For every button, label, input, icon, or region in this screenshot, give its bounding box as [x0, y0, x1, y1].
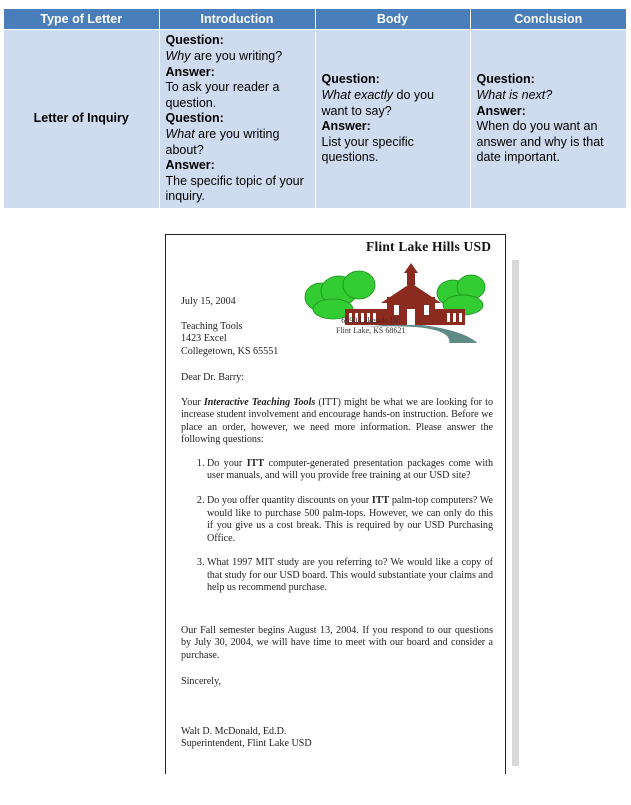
signer-title: Superintendent, Flint Lake USD — [181, 738, 312, 750]
recipient-line-2: 1423 Excel — [181, 333, 227, 345]
letter-structure-table — [4, 9, 626, 208]
intro-answer-2: The specific topic of your inquiry. — [165, 173, 304, 204]
intro-question-1: Why are you writing? — [165, 49, 283, 64]
intro-question-label: Question: — [165, 33, 224, 48]
header-body: Body — [315, 9, 470, 30]
conclusion-question-label: Question: — [476, 72, 535, 87]
table-header-row — [4, 9, 626, 30]
cell-conclusion — [470, 30, 626, 208]
recipient-address — [181, 321, 493, 358]
conclusion-question: What is next? — [476, 88, 553, 103]
salutation: Dear Dr. Barry: — [181, 372, 245, 383]
intro-answer-1: To ask your reader a question. — [165, 80, 280, 110]
body-question-label: Question: — [321, 72, 380, 87]
sample-letter — [165, 234, 506, 774]
letterhead-org-name: Flint Lake Hills USD — [366, 239, 492, 254]
recipient-line-1: Teaching Tools — [181, 321, 243, 332]
closing-paragraph: Our Fall semester begins August 13, 2004. If you respond to our questions by July 30, 2004, we will have time to meet with our board and consider a purchase. — [181, 625, 493, 661]
intro-answer-label-2: Answer: — [165, 158, 215, 173]
signer-name: Walt D. McDonald, Ed.D. — [181, 726, 287, 737]
header-introduction: Introduction — [159, 9, 315, 30]
letter-date: July 15, 2004 — [181, 296, 236, 307]
body-answer: List your specific questions. — [321, 134, 414, 165]
conclusion-answer-label: Answer: — [476, 103, 526, 118]
complimentary-close: Sincerely, — [181, 676, 221, 687]
cell-body — [315, 30, 470, 208]
letter-shadow — [512, 260, 519, 766]
intro-question-label-2: Question: — [165, 111, 224, 126]
letterhead-address-line-1: 6590 Lakeside Dr. — [341, 316, 401, 325]
body-answer-label: Answer: — [321, 119, 371, 134]
body-question: What exactly do you want to say? — [321, 88, 435, 118]
question-list — [181, 458, 493, 607]
signature-block — [181, 726, 493, 751]
intro-question-2: What are you writing about? — [165, 127, 280, 157]
intro-paragraph: Your Interactive Teaching Tools (ITT) might be what we are looking for to increase student involvement and encourage hands-on instruction. Before we place an order, however, we need more information. Please answer the following questions: — [181, 397, 493, 446]
table-row — [4, 30, 626, 208]
letterhead-address-line-2: Flint Lake, KS 68621 — [336, 326, 406, 335]
cell-letter-type: Letter of Inquiry — [4, 30, 159, 208]
cell-introduction — [159, 30, 315, 208]
list-item: 2. Do you offer quantity discounts on your ITT palm-top computers? We would like to purchase 500 palm-tops. However, we can only do this if you give us a cost break. This is required by our USD Purchasing Office. — [207, 495, 493, 545]
list-item: 1. Do your ITT computer-generated presentation packages come with user manuals, and will you provide free training at our USD site? — [207, 458, 493, 483]
header-type-of-letter: Type of Letter — [4, 9, 159, 30]
recipient-line-3: Collegetown, KS 65551 — [181, 345, 279, 357]
header-conclusion: Conclusion — [470, 9, 626, 30]
conclusion-answer: When do you want an answer and why is that date important. — [476, 119, 604, 165]
list-item: 3. What 1997 MIT study are you referring to? We would like a copy of that study for our USD board. This would substantiate your claims and help us recommend purchase. — [207, 557, 493, 594]
intro-answer-label: Answer: — [165, 64, 215, 79]
